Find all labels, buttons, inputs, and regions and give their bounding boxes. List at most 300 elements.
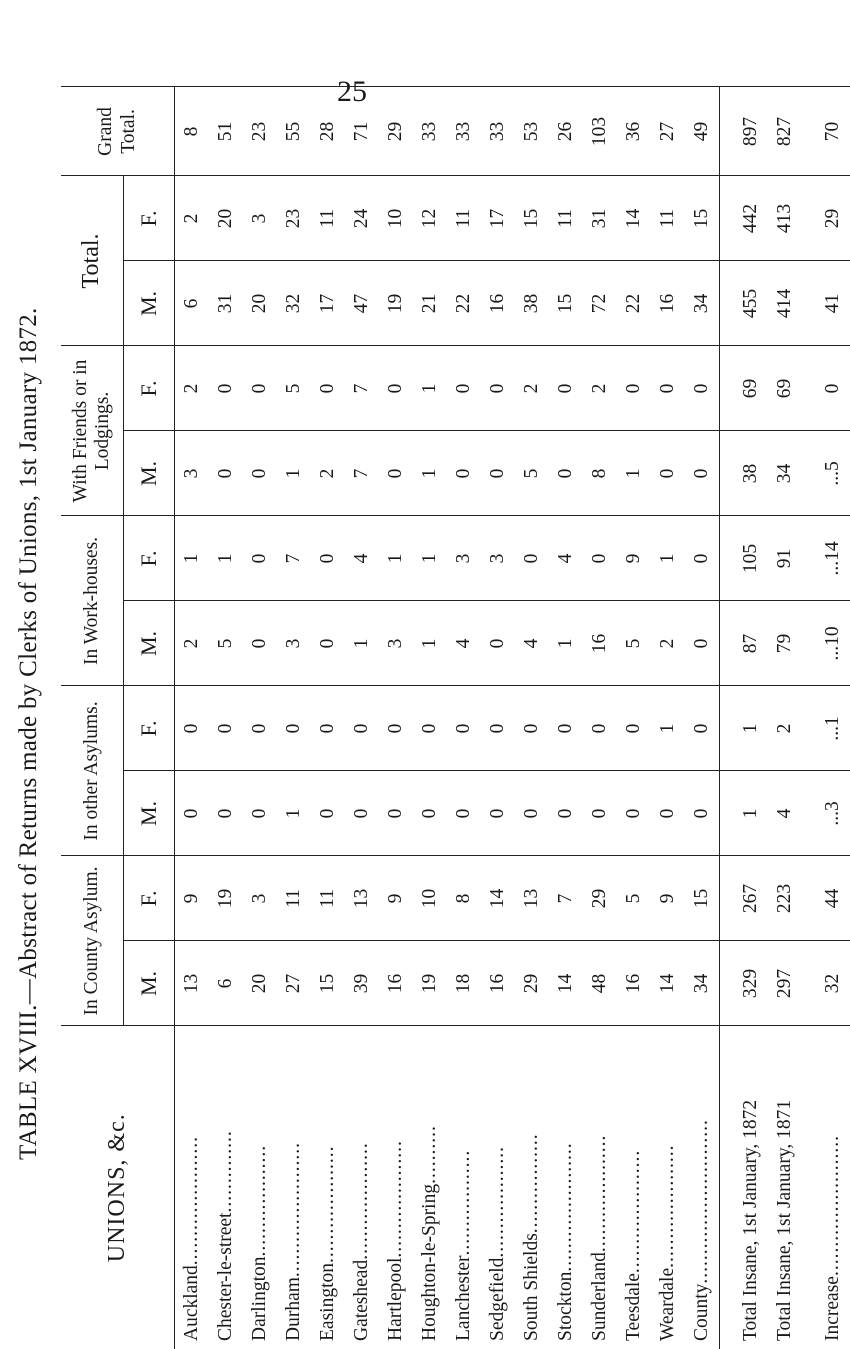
header-workhouses: In Work-houses. [61, 516, 124, 686]
total-male-cell: 38 [515, 261, 549, 346]
workhouses-female-cell: 3 [447, 516, 481, 601]
row-label [734, 1026, 768, 1349]
county-asylum-female-cell: 9 [379, 856, 413, 941]
total-male-cell: 6 [175, 261, 210, 346]
friends-male-cell: 3 [175, 431, 210, 516]
other-asylums-female-cell: 0 [175, 686, 210, 771]
spacer-cell [802, 516, 816, 601]
county-asylum-male-cell: 18 [447, 941, 481, 1026]
workhouses-male-cell: 79 [768, 601, 802, 686]
spacer-cell [802, 261, 816, 346]
county-asylum-female-cell: 13 [345, 856, 379, 941]
total-male-cell: 21 [413, 261, 447, 346]
friends-male-cell: 0 [209, 431, 243, 516]
other-asylums-female-cell: 0 [447, 686, 481, 771]
grand-total-cell: 51 [209, 87, 243, 176]
header-male: M. [124, 261, 175, 346]
workhouses-female-cell: 7 [277, 516, 311, 601]
friends-male-cell: 0 [549, 431, 583, 516]
total-female-cell: 11 [447, 176, 481, 261]
union-name: Durham [283, 1277, 304, 1341]
total-male-cell: 455 [734, 261, 768, 346]
friends-female-cell: 0 [447, 346, 481, 431]
row-label [515, 1026, 549, 1349]
leader-dots: .................... [385, 1140, 406, 1258]
total-female-cell: 29 [816, 176, 850, 261]
county-asylum-male-cell: 15 [311, 941, 345, 1026]
friends-female-cell: 1 [413, 346, 447, 431]
friends-female-cell: 0 [481, 346, 515, 431]
workhouses-female-cell: 1 [413, 516, 447, 601]
spacer-cell [802, 941, 816, 1026]
friends-female-cell: 0 [651, 346, 685, 431]
friends-female-cell: 2 [583, 346, 617, 431]
total-row [734, 87, 768, 1349]
grand-total-cell: 33 [481, 87, 515, 176]
spacer-cell [720, 856, 735, 941]
grand-total-cell: 28 [311, 87, 345, 176]
total-female-cell: 24 [345, 176, 379, 261]
total-female-cell: 11 [651, 176, 685, 261]
header-female: F. [124, 176, 175, 261]
grand-total-cell: 827 [768, 87, 802, 176]
other-asylums-female-cell: 0 [583, 686, 617, 771]
union-name: Sunderland [589, 1252, 610, 1341]
grand-total-cell: 29 [379, 87, 413, 176]
total-female-cell: 12 [413, 176, 447, 261]
union-name: Hartlepool [385, 1257, 406, 1341]
header-unions: UNIONS, &c. [61, 1026, 175, 1349]
row-label [447, 1026, 481, 1349]
county-asylum-male-cell: 48 [583, 941, 617, 1026]
total-male-cell: 41 [816, 261, 850, 346]
total-female-cell: 3 [243, 176, 277, 261]
union-row [685, 87, 720, 1349]
friends-male-cell: 1 [277, 431, 311, 516]
union-name: Houghton-le-Spring [419, 1183, 440, 1341]
friends-female-cell: 7 [345, 346, 379, 431]
county-asylum-male-cell: 16 [617, 941, 651, 1026]
other-asylums-female-cell: 1 [651, 686, 685, 771]
other-asylums-male-cell: ...3 [816, 771, 850, 856]
friends-male-cell: 0 [685, 431, 720, 516]
row-label [175, 1026, 210, 1349]
other-asylums-male-cell: 0 [685, 771, 720, 856]
header-male: M. [124, 941, 175, 1026]
grand-total-cell: 55 [277, 87, 311, 176]
leader-dots: ...................... [555, 1142, 576, 1272]
county-asylum-male-cell: 27 [277, 941, 311, 1026]
total-row [768, 87, 802, 1349]
header-female: F. [124, 516, 175, 601]
union-name: Chester-le-street [215, 1212, 236, 1341]
spacer-cell [720, 601, 735, 686]
leader-dots: .................. [453, 1149, 474, 1256]
union-row [447, 87, 481, 1349]
total-female-cell: 23 [277, 176, 311, 261]
workhouses-female-cell: 9 [617, 516, 651, 601]
union-row [243, 87, 277, 1349]
workhouses-male-cell: 3 [379, 601, 413, 686]
county-asylum-female-cell: 8 [447, 856, 481, 941]
row-label [549, 1026, 583, 1349]
spacer-cell [720, 771, 735, 856]
county-asylum-female-cell: 14 [481, 856, 515, 941]
rotated-table-container [61, 79, 843, 1349]
total-female-cell: 10 [379, 176, 413, 261]
friends-male-cell: 38 [734, 431, 768, 516]
spacer-cell [720, 261, 735, 346]
county-asylum-male-cell: 39 [345, 941, 379, 1026]
row-label [209, 1026, 243, 1349]
leader-dots: .......... [419, 1125, 440, 1184]
leader-dots: ................. [521, 1133, 542, 1234]
total-female-cell: 15 [515, 176, 549, 261]
leader-dots: ..................... [623, 1149, 644, 1274]
friends-female-cell: 5 [277, 346, 311, 431]
other-asylums-female-cell: 0 [413, 686, 447, 771]
workhouses-male-cell: 0 [685, 601, 720, 686]
county-asylum-female-cell: 11 [311, 856, 345, 941]
other-asylums-male-cell: 0 [311, 771, 345, 856]
total-male-cell: 72 [583, 261, 617, 346]
grand-total-cell: 70 [816, 87, 850, 176]
county-asylum-female-cell: 13 [515, 856, 549, 941]
grand-total-cell: 33 [413, 87, 447, 176]
row-label [583, 1026, 617, 1349]
leader-dots: ........................ [822, 1135, 843, 1277]
county-asylum-male-cell: 16 [481, 941, 515, 1026]
row-label [345, 1026, 379, 1349]
county-asylum-male-cell: 34 [685, 941, 720, 1026]
other-asylums-male-cell: 0 [209, 771, 243, 856]
workhouses-female-cell: 0 [243, 516, 277, 601]
union-name: Darlington [249, 1256, 270, 1341]
total-male-cell: 16 [481, 261, 515, 346]
header-total: Total. [61, 176, 124, 346]
header-county-asylum: In County Asylum. [61, 856, 124, 1026]
spacer-cell [802, 176, 816, 261]
union-name: Weardale [657, 1267, 678, 1341]
county-asylum-male-cell: 297 [768, 941, 802, 1026]
total-female-cell: 11 [549, 176, 583, 261]
other-asylums-male-cell: 0 [379, 771, 413, 856]
spacer-cell [720, 516, 735, 601]
county-asylum-female-cell: 7 [549, 856, 583, 941]
friends-male-cell: 8 [583, 431, 617, 516]
other-asylums-female-cell: 0 [209, 686, 243, 771]
total-female-cell: 14 [617, 176, 651, 261]
friends-male-cell: 5 [515, 431, 549, 516]
spacer-cell [720, 1026, 735, 1349]
other-asylums-male-cell: 0 [617, 771, 651, 856]
other-asylums-male-cell: 0 [583, 771, 617, 856]
grand-total-cell: 8 [175, 87, 210, 176]
total-female-cell: 31 [583, 176, 617, 261]
workhouses-male-cell: 4 [447, 601, 481, 686]
workhouses-male-cell: 87 [734, 601, 768, 686]
row-label [481, 1026, 515, 1349]
workhouses-male-cell: 4 [515, 601, 549, 686]
spacer-cell [802, 771, 816, 856]
header-female: F. [124, 346, 175, 431]
grand-total-cell: 53 [515, 87, 549, 176]
friends-male-cell: 0 [651, 431, 685, 516]
workhouses-male-cell: 2 [175, 601, 210, 686]
workhouses-male-cell: 1 [413, 601, 447, 686]
other-asylums-female-cell: 0 [481, 686, 515, 771]
other-asylums-male-cell: 4 [768, 771, 802, 856]
county-asylum-male-cell: 6 [209, 941, 243, 1026]
total-male-cell: 19 [379, 261, 413, 346]
row-label [277, 1026, 311, 1349]
grand-total-cell: 36 [617, 87, 651, 176]
union-name: Total Insane, 1st January, 1872 [740, 1099, 761, 1341]
total-male-cell: 20 [243, 261, 277, 346]
other-asylums-female-cell: ...1 [816, 686, 850, 771]
workhouses-female-cell: 105 [734, 516, 768, 601]
friends-male-cell: 1 [617, 431, 651, 516]
other-asylums-male-cell: 0 [413, 771, 447, 856]
grand-total-cell: 27 [651, 87, 685, 176]
leader-dots: ............................ [691, 1119, 712, 1284]
header-male: M. [124, 431, 175, 516]
friends-female-cell: 0 [617, 346, 651, 431]
union-row [379, 87, 413, 1349]
friends-male-cell: 7 [345, 431, 379, 516]
workhouses-female-cell: 1 [379, 516, 413, 601]
workhouses-male-cell: 3 [277, 601, 311, 686]
other-asylums-female-cell: 1 [734, 686, 768, 771]
county-asylum-female-cell: 5 [617, 856, 651, 941]
county-asylum-male-cell: 29 [515, 941, 549, 1026]
friends-male-cell: 0 [379, 431, 413, 516]
other-asylums-female-cell: 2 [768, 686, 802, 771]
county-asylum-male-cell: 32 [816, 941, 850, 1026]
friends-female-cell: 2 [515, 346, 549, 431]
header-other-asylums: In other Asylums. [61, 686, 124, 856]
county-asylum-male-cell: 19 [413, 941, 447, 1026]
county-asylum-female-cell: 9 [175, 856, 210, 941]
total-male-cell: 15 [549, 261, 583, 346]
friends-female-cell: 0 [243, 346, 277, 431]
workhouses-female-cell: 3 [481, 516, 515, 601]
other-asylums-female-cell: 0 [617, 686, 651, 771]
workhouses-male-cell: 0 [311, 601, 345, 686]
other-asylums-female-cell: 0 [549, 686, 583, 771]
row-label [651, 1026, 685, 1349]
total-female-cell: 15 [685, 176, 720, 261]
header-grand-total: Grand Total. [61, 87, 175, 176]
grand-total-cell: 71 [345, 87, 379, 176]
spacer-cell [720, 87, 735, 176]
union-row [413, 87, 447, 1349]
union-row [515, 87, 549, 1349]
friends-male-cell: 2 [311, 431, 345, 516]
row-label [816, 1026, 850, 1349]
spacer-cell [802, 346, 816, 431]
union-row [481, 87, 515, 1349]
other-asylums-male-cell: 0 [243, 771, 277, 856]
other-asylums-male-cell: 0 [549, 771, 583, 856]
workhouses-male-cell: 5 [617, 601, 651, 686]
total-female-cell: 413 [768, 176, 802, 261]
workhouses-female-cell: 0 [311, 516, 345, 601]
row-label [413, 1026, 447, 1349]
spacer-cell [802, 686, 816, 771]
friends-male-cell: 0 [481, 431, 515, 516]
other-asylums-female-cell: 0 [311, 686, 345, 771]
friends-female-cell: 69 [768, 346, 802, 431]
workhouses-female-cell: ...14 [816, 516, 850, 601]
friends-female-cell: 0 [685, 346, 720, 431]
leader-dots: .................... [317, 1145, 338, 1263]
abstract-table [61, 86, 850, 1349]
other-asylums-male-cell: 0 [651, 771, 685, 856]
total-male-cell: 34 [685, 261, 720, 346]
workhouses-male-cell: 0 [481, 601, 515, 686]
workhouses-female-cell: 4 [549, 516, 583, 601]
union-name: Teesdale [623, 1273, 644, 1341]
grand-total-cell: 26 [549, 87, 583, 176]
page-number: 25 [337, 75, 367, 108]
grand-total-cell: 23 [243, 87, 277, 176]
other-asylums-male-cell: 0 [175, 771, 210, 856]
workhouses-male-cell: 1 [345, 601, 379, 686]
spacer-cell [802, 601, 816, 686]
union-row [311, 87, 345, 1349]
friends-female-cell: 69 [734, 346, 768, 431]
other-asylums-female-cell: 0 [277, 686, 311, 771]
other-asylums-female-cell: 0 [379, 686, 413, 771]
union-name: Easington [317, 1263, 338, 1341]
workhouses-female-cell: 0 [583, 516, 617, 601]
total-female-cell: 17 [481, 176, 515, 261]
friends-male-cell: 34 [768, 431, 802, 516]
row-label [768, 1026, 802, 1349]
other-asylums-female-cell: 0 [685, 686, 720, 771]
spacer-cell [802, 431, 816, 516]
row-label [379, 1026, 413, 1349]
leader-dots: .................... [589, 1134, 610, 1253]
county-asylum-male-cell: 14 [651, 941, 685, 1026]
total-male-cell: 414 [768, 261, 802, 346]
workhouses-female-cell: 1 [175, 516, 210, 601]
leader-dots: ................... [249, 1144, 270, 1257]
workhouses-male-cell: ...10 [816, 601, 850, 686]
row-label [243, 1026, 277, 1349]
friends-female-cell: 2 [175, 346, 210, 431]
county-asylum-female-cell: 3 [243, 856, 277, 941]
union-row [651, 87, 685, 1349]
total-male-cell: 17 [311, 261, 345, 346]
total-female-cell: 2 [175, 176, 210, 261]
spacer-cell [720, 346, 735, 431]
total-female-cell: 20 [209, 176, 243, 261]
county-asylum-female-cell: 10 [413, 856, 447, 941]
county-asylum-male-cell: 329 [734, 941, 768, 1026]
friends-male-cell: ...5 [816, 431, 850, 516]
leader-dots: .............. [215, 1130, 236, 1213]
total-male-cell: 47 [345, 261, 379, 346]
grand-total-cell: 103 [583, 87, 617, 176]
union-row [583, 87, 617, 1349]
county-asylum-female-cell: 19 [209, 856, 243, 941]
workhouses-male-cell: 0 [243, 601, 277, 686]
header-friends-lodgings: With Friends or in Lodgings. [61, 346, 124, 516]
spacer-cell [720, 686, 735, 771]
union-name: South Shields [521, 1233, 542, 1341]
spacer-cell [720, 431, 735, 516]
row-spacer [802, 87, 816, 1349]
workhouses-male-cell: 2 [651, 601, 685, 686]
county-asylum-male-cell: 13 [175, 941, 210, 1026]
row-label [311, 1026, 345, 1349]
county-asylum-female-cell: 15 [685, 856, 720, 941]
total-male-cell: 22 [447, 261, 481, 346]
workhouses-female-cell: 4 [345, 516, 379, 601]
workhouses-male-cell: 16 [583, 601, 617, 686]
friends-male-cell: 1 [413, 431, 447, 516]
header-male: M. [124, 771, 175, 856]
workhouses-female-cell: 1 [209, 516, 243, 601]
friends-female-cell: 0 [379, 346, 413, 431]
total-male-cell: 22 [617, 261, 651, 346]
leader-dots: ....................... [283, 1141, 304, 1278]
county-asylum-female-cell: 267 [734, 856, 768, 941]
increase-row [816, 87, 850, 1349]
spacer-cell [720, 176, 735, 261]
other-asylums-female-cell: 0 [345, 686, 379, 771]
friends-female-cell: 0 [549, 346, 583, 431]
other-asylums-male-cell: 0 [447, 771, 481, 856]
other-asylums-male-cell: 0 [345, 771, 379, 856]
table-title: TABLE XVIII.—Abstract of Returns made by Clerks of Unions, 1st January 1872. [15, 307, 42, 1160]
leader-dots: ................... [487, 1145, 508, 1258]
friends-female-cell: 0 [816, 346, 850, 431]
union-row [345, 87, 379, 1349]
grand-total-cell: 49 [685, 87, 720, 176]
county-asylum-female-cell: 29 [583, 856, 617, 941]
county-asylum-male-cell: 20 [243, 941, 277, 1026]
row-spacer [720, 87, 735, 1349]
union-row [175, 87, 210, 1349]
county-asylum-male-cell: 16 [379, 941, 413, 1026]
grand-total-cell: 33 [447, 87, 481, 176]
workhouses-female-cell: 0 [685, 516, 720, 601]
union-name: Increase [822, 1276, 843, 1341]
workhouses-female-cell: 91 [768, 516, 802, 601]
union-row [617, 87, 651, 1349]
union-name: County [691, 1283, 712, 1341]
friends-female-cell: 0 [311, 346, 345, 431]
leader-dots: ..................... [657, 1144, 678, 1268]
union-name: Stockton [555, 1271, 576, 1341]
county-asylum-female-cell: 44 [816, 856, 850, 941]
header-female: F. [124, 686, 175, 771]
row-label [617, 1026, 651, 1349]
county-asylum-female-cell: 223 [768, 856, 802, 941]
union-name: Gateshead [351, 1259, 372, 1341]
union-name: Lanchester [453, 1255, 474, 1341]
other-asylums-male-cell: 0 [515, 771, 549, 856]
header-female: F. [124, 856, 175, 941]
total-male-cell: 31 [209, 261, 243, 346]
county-asylum-female-cell: 11 [277, 856, 311, 941]
other-asylums-male-cell: 1 [277, 771, 311, 856]
row-label [685, 1026, 720, 1349]
county-asylum-female-cell: 9 [651, 856, 685, 941]
